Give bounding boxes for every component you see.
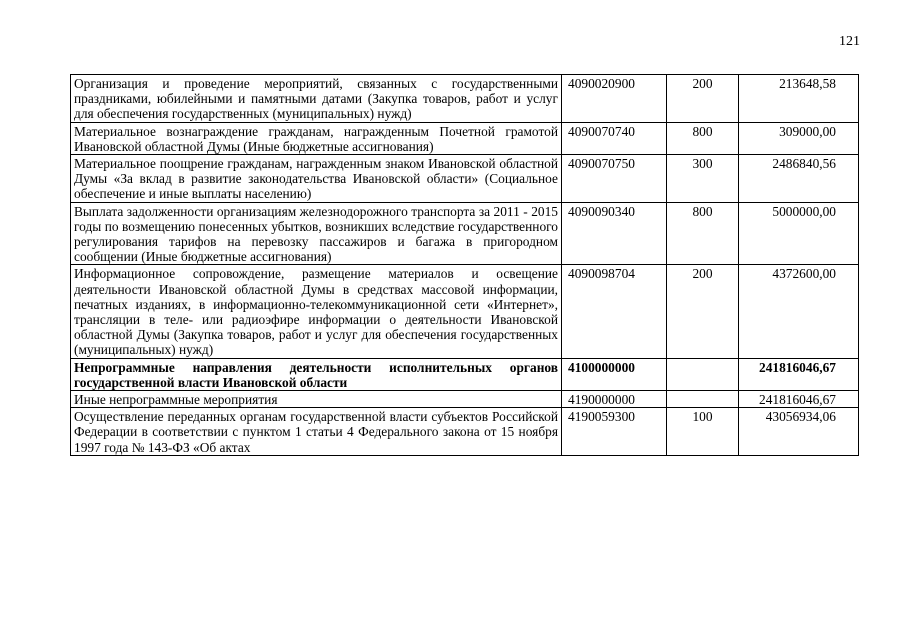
target-article-cell: 4190059300 <box>562 408 667 456</box>
table-row <box>71 202 859 265</box>
budget-table <box>70 74 859 456</box>
target-article-cell: 4090070740 <box>562 122 667 154</box>
expense-name-cell: Материальное поощрение гражданам, награжденным знаком Ивановской областной Думы «За вклад в развитие законодательства Ивановской области» (Социальное обеспечение и иные выплаты населению) <box>71 155 562 203</box>
target-article-cell: 4090070750 <box>562 155 667 203</box>
target-article-cell: 4100000000 <box>562 358 667 390</box>
expense-type-cell: 200 <box>667 265 739 358</box>
expense-type-cell <box>667 391 739 408</box>
expense-type-cell: 800 <box>667 122 739 154</box>
expense-name-cell: Осуществление переданных органам государственной власти субъектов Российской Федерации в соответствии с пунктом 1 статьи 4 Федерального закона от 15 ноября 1997 года № 143-ФЗ «Об актах <box>71 408 562 456</box>
amount-cell: 309000,00 <box>739 122 859 154</box>
expense-name-cell: Выплата задолженности организациям железнодорожного транспорта за 2011 - 2015 годы по возмещению понесенных убытков, возникших вследствие государственного регулирования тарифов на перевозку пассажиров и багажа в пригородном сообщении (Иные бюджетные ассигнования) <box>71 202 562 265</box>
table-row <box>71 358 859 390</box>
expense-type-cell: 300 <box>667 155 739 203</box>
expense-type-cell <box>667 358 739 390</box>
table-row <box>71 122 859 154</box>
expense-name-cell: Непрограммные направления деятельности исполнительных органов государственной власти Ивановской области <box>71 358 562 390</box>
amount-cell: 4372600,00 <box>739 265 859 358</box>
table-row <box>71 155 859 203</box>
expense-name-cell: Иные непрограммные мероприятия <box>71 391 562 408</box>
table-row <box>71 408 859 456</box>
amount-cell: 5000000,00 <box>739 202 859 265</box>
target-article-cell: 4190000000 <box>562 391 667 408</box>
amount-cell: 43056934,06 <box>739 408 859 456</box>
amount-cell: 241816046,67 <box>739 358 859 390</box>
expense-type-cell: 100 <box>667 408 739 456</box>
expense-name-cell: Информационное сопровождение, размещение материалов и освещение деятельности Ивановской областной Думы в средствах массовой информации, печатных изданиях, в информационно-телекоммуникационной сети «Интернет», трансляции в теле- или радиоэфире информации о деятельности Ивановской областной Думы (Закупка товаров, работ и услуг для обеспечения государственных (муниципальных) нужд) <box>71 265 562 358</box>
target-article-cell: 4090090340 <box>562 202 667 265</box>
target-article-cell: 4090020900 <box>562 75 667 123</box>
expense-name-cell: Организация и проведение мероприятий, связанных с государственными праздниками, юбилейными и памятными датами (Закупка товаров, работ и услуг для обеспечения государственных (муниципальных) нужд) <box>71 75 562 123</box>
page-number: 121 <box>839 34 860 49</box>
expense-type-cell: 800 <box>667 202 739 265</box>
table-row <box>71 265 859 358</box>
expense-name-cell: Материальное вознаграждение гражданам, награжденным Почетной грамотой Ивановской областной Думы (Иные бюджетные ассигнования) <box>71 122 562 154</box>
target-article-cell: 4090098704 <box>562 265 667 358</box>
table-row <box>71 75 859 123</box>
table-row <box>71 391 859 408</box>
amount-cell: 213648,58 <box>739 75 859 123</box>
budget-table-body <box>71 75 859 456</box>
amount-cell: 2486840,56 <box>739 155 859 203</box>
amount-cell: 241816046,67 <box>739 391 859 408</box>
expense-type-cell: 200 <box>667 75 739 123</box>
